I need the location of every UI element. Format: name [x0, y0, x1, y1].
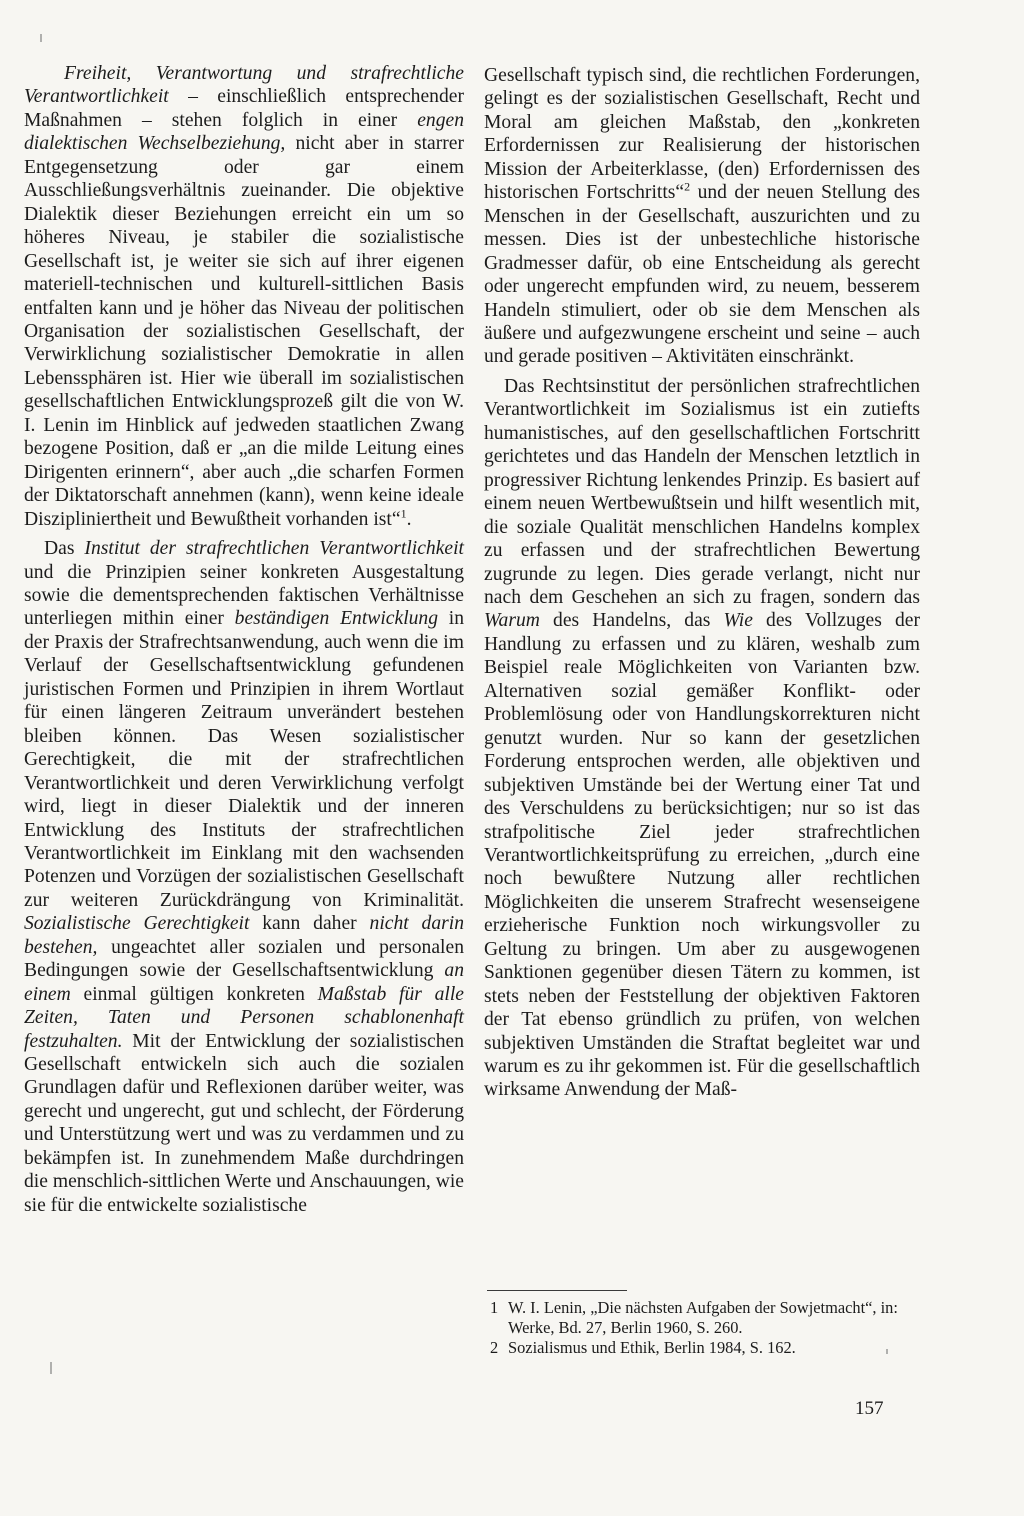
right-text-column: [484, 64, 920, 1102]
footnote-separator: [487, 1290, 627, 1291]
body-text: ungeachtet aller sozialen und personalen Bedingungen sowie der Gesellschaftsentwicklung: [24, 936, 464, 982]
body-text: Mit der Entwicklung der sozialistischen Gesellschaft entwickeln sich auch die sozialen Grundlagen dafür und Reflexionen darüber weiter, was gerecht und ungerecht, gut und schlecht, der Förderung und Unterstützung wert und was zu verdammen und zu bekämpfen ist. In zunehmendem Maße durchdringen die menschlich-sittlichen Werte und Anschauungen, wie sie für die entwickelte sozialistische: [24, 1030, 464, 1216]
emphasis-text: beständigen Entwicklung: [234, 608, 439, 630]
body-text: in der Praxis der Strafrechtsanwendung, auch wenn die im Verlauf der Gesellschaftsentwicklung gefundenen juristischen Formen und Prinzipien in ihrem Wortlaut für einen längeren Zeitraum unverändert bestehen bleiben können. Das Wesen sozialistischer Gerechtigkeit, die mit der strafrechtlichen Verantwortlichkeit und deren Verwirklichung verfolgt wird, liegt in dieser Dialektik und der inneren Entwicklung des Instituts der strafrechtlichen Verantwortlichkeit im Einklang mit den wachsenden Potenzen und Vorzügen der sozialistischen Gesellschaft zur weiteren Zurückdrängung von Kriminalität.: [24, 608, 465, 911]
scan-speck: [886, 1349, 888, 1354]
emphasis-text: engen dialektischen Wechselbeziehung,: [24, 109, 464, 155]
emphasis-text: an einem: [24, 960, 464, 1005]
footnote-1: [490, 1298, 910, 1338]
body-text: einmal gültigen konkreten: [70, 983, 318, 1005]
body-text: Gesellschaft typisch sind, die rechtlichen Forderungen, gelingt es der sozialistischen Gesellschaft, Recht und Moral am gleichen Maßstab, den „konkreten Erfordernissen zur Realisierung der historischen Mission der Arbeiterklasse, (den) Erfordernissen des historischen Fortschritts“: [484, 65, 920, 204]
body-text: des Handelns, das: [539, 610, 724, 632]
emphasis-text: Warum: [484, 610, 540, 632]
emphasis-text: Freiheit, Verantwortung und strafrechtliche Verantwortlichkeit: [24, 63, 464, 108]
scan-speck: [40, 34, 42, 42]
body-text: und die Prinzipien seiner konkreten Ausgestaltung sowie die dementsprechenden faktischen Verhältnisse unterliegen mithin einer: [24, 561, 464, 630]
body-text: kann daher: [249, 913, 370, 935]
footnote-reference: 1: [400, 506, 407, 521]
emphasis-text: Maßstab für alle Zeiten, Taten und Personen schablonenhaft festzuhalten.: [24, 983, 464, 1052]
footnote-number: 1: [490, 1298, 499, 1317]
emphasis-text: Wie: [723, 610, 753, 632]
body-text: .: [406, 508, 412, 530]
emphasis-text: Sozialistische Gerechtigkeit: [24, 913, 250, 935]
footnote-2: [490, 1338, 910, 1358]
left-text-column: [24, 62, 464, 1217]
footnote-text: W. I. Lenin, „Die nächsten Aufgaben der Sowjetmacht“, in: Werke, Bd. 27, Berlin 1960, S. 260.: [508, 1298, 898, 1337]
footnote-number: 2: [490, 1338, 499, 1357]
emphasis-text: nicht darin bestehen,: [24, 913, 465, 958]
page-number: 157: [855, 1398, 884, 1419]
body-text: Das Rechtsinstitut der persönlichen strafrechtlichen Verantwortlichkeit im Sozialismus ist ein zutiefts humanistisches, auf den gesellschaftlichen Fortschritt gerichtetes und das Handeln der Menschen letztlich in progressiver Richtung lenkendes Prinzip. Es basiert auf einem neuen Wertbewußtsein und hilft wesentlich mit, die soziale Qualität menschlichen Handelns komplex zu erfassen und der strafrechtlichen Bewertung zugrunde zu legen. Dies gerade verlangt, nicht nur nach dem Geschehen an sich zu fragen, sondern das: [484, 375, 920, 608]
footnote-text: Sozialismus und Ethik, Berlin 1984, S. 162.: [508, 1338, 796, 1357]
body-text: – einschließlich entsprechender Maßnahmen – stehen folglich in einer: [24, 86, 464, 131]
scan-speck: [50, 1362, 52, 1374]
body-text: nicht aber in starrer Entgegensetzung oder gar einem Ausschließungsverhältnis zueinander. Die objektive Dialektik dieser Beziehungen erreicht ein um so höheres Niveau, je stabiler die sozialistische Gesellschaft ist, je weiter sie sich auf ihrer eigenen materiell-technischen und kulturell-sittlichen Basis entfalten kann und je höher das Niveau der politischen Organisation der sozialistischen Gesellschaft, der Verwirklichung sozialistischer Demokratie in allen Lebenssphären ist. Hier wie überall im sozialistischen gesellschaftlichen Entwicklungsprozeß gilt die von W. I. Lenin im Hinblick auf jedweden staatlichen Zwang bezogene Position, daß er „an die milde Leitung eines Dirigenten erinnern“, aber auch „die scharfen Formen der Diktatorschaft annehmen (kann), wenn keine ideale Diszipliniertheit und Bewußtheit vorhanden ist“: [24, 133, 464, 530]
footnote-reference: 2: [684, 179, 691, 194]
body-text: Das: [44, 538, 85, 560]
right-column-paragraph: [484, 64, 920, 369]
left-column-paragraph: [24, 537, 464, 1217]
left-column-paragraph: [24, 62, 464, 531]
body-text: des Vollzuges der Handlung zu erfassen und zu klären, weshalb zum Beispiel reale Möglichkeiten von Varianten bzw. Alternativen sozial gemäßer Konflikt- oder Problemlösung oder von Handlungskorrekturen nicht genutzt wurden. Nur so kann der gesetzlichen Forderung entsprochen werden, alle objektiven und subjektiven Umstände bei der Wertung einer Tat und des Verschuldens zu berücksichtigen; nur so ist das strafpolitische Ziel jeder strafrechtlichen Verantwortlichkeitsprüfung zu erreichen, „durch eine noch bewußtere Nutzung aller rechtlichen Möglichkeiten die unserem Strafrecht wesenseigene erzieherische Funktion noch wirkungsvoller zu Geltung zu bringen. Um aber zu ausgewogenen Sanktionen gegenüber diesen Tätern zu kommen, ist stets neben der Feststellung der objektiven Faktoren der Tat ebenso gründlich zu prüfen, von welchen subjektiven Umständen die Straftat begleitet war und warum es zu ihr gekommen ist. Für die gesellschaftlich wirksame Anwendung der Maß-: [484, 610, 921, 1101]
emphasis-text: Institut der strafrechtlichen Verantwortlichkeit: [84, 538, 464, 560]
body-text: und der neuen Stellung des Menschen in der Gesellschaft, auszurichten und zu messen. Dies ist der unbestechliche historische Gradmesser dafür, ob eine Entscheidung als gerecht oder ungerecht empfunden wird, zu neuem, besserem Handeln stimuliert, oder ob sie dem Menschen als äußere und aufgezwungene erscheint und seine – auch und gerade positiven – Aktivitäten einschränkt.: [484, 182, 921, 368]
footnotes: [490, 1298, 910, 1358]
right-column-paragraph: [484, 375, 920, 1102]
